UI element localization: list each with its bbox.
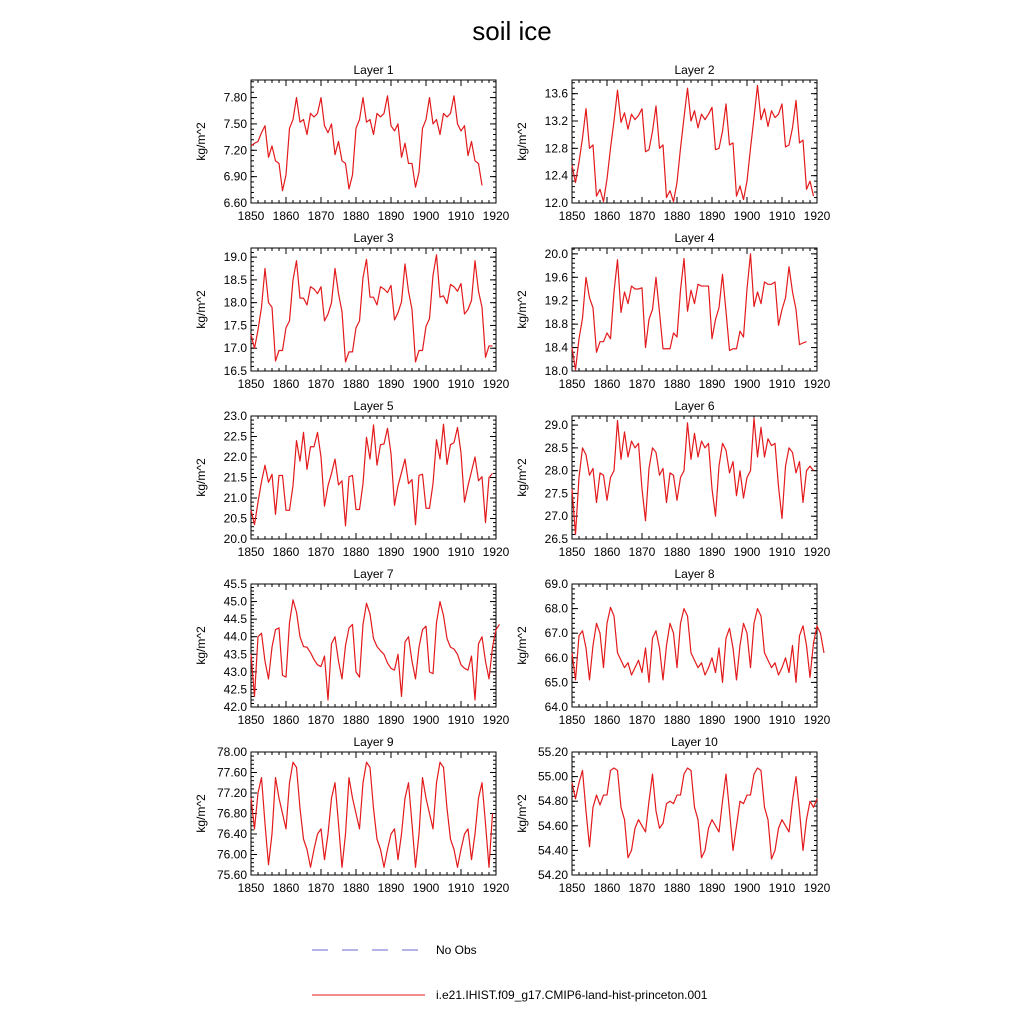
x-tick-label: 1870 — [307, 377, 335, 391]
y-tick-label: 76.40 — [216, 827, 247, 841]
panel-7 — [194, 567, 510, 727]
x-tick-label: 1900 — [733, 209, 761, 223]
series-line — [572, 254, 807, 370]
x-tick-label: 1870 — [307, 881, 335, 895]
y-tick-label: 21.0 — [223, 491, 247, 505]
x-tick-label: 1910 — [447, 377, 475, 391]
y-tick-label: 20.0 — [544, 246, 568, 261]
x-tick-label: 1910 — [768, 209, 796, 223]
y-tick-label: 12.0 — [544, 196, 568, 210]
x-tick-label: 1900 — [412, 545, 440, 559]
series-line — [572, 768, 817, 859]
series-line — [251, 96, 482, 191]
x-tick-label: 1910 — [447, 545, 475, 559]
x-tick-label: 1860 — [593, 545, 621, 559]
y-tick-label: 29.0 — [544, 418, 568, 433]
x-tick-label: 1900 — [412, 881, 440, 895]
y-axis-label: kg/m^2 — [194, 794, 208, 833]
x-tick-label: 1890 — [377, 713, 405, 727]
y-tick-label: 7.50 — [223, 116, 247, 131]
panel-10 — [515, 735, 831, 895]
figure-title: soil ice — [472, 16, 552, 46]
y-tick-label: 22.0 — [223, 450, 247, 464]
x-tick-label: 1910 — [447, 209, 475, 223]
x-tick-label: 1920 — [482, 881, 510, 895]
panel-title: Layer 2 — [674, 63, 715, 77]
x-tick-label: 1870 — [307, 209, 335, 223]
y-tick-label: 44.0 — [223, 629, 247, 644]
y-tick-label: 18.5 — [223, 272, 247, 287]
series-line — [251, 255, 493, 362]
x-tick-label: 1870 — [628, 209, 656, 223]
x-tick-label: 1850 — [558, 209, 586, 223]
y-tick-label: 28.0 — [544, 463, 568, 478]
x-tick-label: 1910 — [768, 545, 796, 559]
y-tick-label: 23.0 — [223, 409, 247, 423]
x-tick-label: 1880 — [663, 377, 691, 391]
y-tick-label: 64.0 — [544, 700, 568, 714]
panel-title: Layer 8 — [674, 567, 715, 581]
x-tick-label: 1910 — [447, 881, 475, 895]
y-tick-label: 78.00 — [216, 745, 247, 759]
x-tick-label: 1860 — [272, 209, 300, 223]
y-tick-label: 54.40 — [537, 843, 568, 858]
series-line — [572, 418, 814, 534]
y-tick-label: 45.5 — [223, 577, 247, 591]
x-tick-label: 1880 — [342, 209, 370, 223]
legend-no-obs-label: No Obs — [436, 943, 477, 957]
y-tick-label: 69.0 — [544, 577, 568, 591]
y-tick-label: 12.8 — [544, 141, 568, 156]
x-tick-label: 1870 — [628, 713, 656, 727]
y-axis-label: kg/m^2 — [194, 290, 208, 329]
y-tick-label: 43.5 — [223, 647, 247, 662]
y-tick-label: 21.5 — [223, 470, 247, 485]
panel-4 — [515, 231, 831, 391]
y-tick-label: 65.0 — [544, 675, 568, 690]
y-tick-label: 17.0 — [223, 341, 247, 356]
x-tick-label: 1880 — [342, 881, 370, 895]
x-tick-label: 1900 — [733, 881, 761, 895]
x-tick-label: 1890 — [698, 545, 726, 559]
plot-frame — [572, 80, 817, 203]
x-tick-label: 1880 — [663, 881, 691, 895]
series-line — [251, 600, 500, 700]
legend-model-label: i.e21.IHIST.f09_g17.CMIP6-land-hist-princeton.001 — [436, 988, 708, 1002]
y-axis-label: kg/m^2 — [515, 626, 529, 665]
x-tick-label: 1910 — [768, 377, 796, 391]
y-tick-label: 18.8 — [544, 317, 568, 332]
y-tick-label: 42.0 — [223, 700, 247, 714]
panel-5 — [194, 399, 510, 559]
y-tick-label: 7.80 — [223, 90, 247, 105]
y-axis-label: kg/m^2 — [515, 290, 529, 329]
y-tick-label: 55.20 — [537, 745, 568, 759]
y-tick-label: 27.5 — [544, 486, 568, 501]
x-tick-label: 1890 — [377, 881, 405, 895]
y-tick-label: 45.0 — [223, 594, 247, 609]
x-tick-label: 1920 — [803, 881, 831, 895]
y-tick-label: 28.5 — [544, 440, 568, 455]
y-tick-label: 13.2 — [544, 114, 568, 128]
plot-frame — [572, 248, 817, 371]
y-tick-label: 22.5 — [223, 429, 247, 444]
x-tick-label: 1910 — [447, 713, 475, 727]
x-tick-label: 1920 — [803, 713, 831, 727]
x-tick-label: 1890 — [377, 209, 405, 223]
panel-title: Layer 6 — [674, 399, 715, 413]
x-tick-label: 1880 — [663, 713, 691, 727]
plot-frame — [251, 80, 496, 203]
panel-title: Layer 1 — [353, 63, 394, 77]
y-axis-label: kg/m^2 — [194, 122, 208, 161]
y-axis-label: kg/m^2 — [515, 794, 529, 833]
panel-title: Layer 7 — [353, 567, 394, 581]
series-line — [251, 424, 493, 526]
x-tick-label: 1880 — [663, 545, 691, 559]
y-tick-label: 43.0 — [223, 664, 247, 679]
y-axis-label: kg/m^2 — [515, 458, 529, 497]
x-tick-label: 1900 — [733, 713, 761, 727]
x-tick-label: 1890 — [698, 377, 726, 391]
panel-title: Layer 10 — [671, 735, 718, 749]
y-axis-label: kg/m^2 — [515, 122, 529, 161]
legend — [312, 943, 708, 1002]
x-tick-label: 1920 — [803, 545, 831, 559]
x-tick-label: 1860 — [272, 713, 300, 727]
y-tick-label: 26.5 — [544, 532, 568, 546]
y-tick-label: 6.90 — [223, 169, 247, 184]
panel-title: Layer 9 — [353, 735, 394, 749]
y-tick-label: 54.80 — [537, 794, 568, 809]
x-tick-label: 1850 — [558, 545, 586, 559]
x-tick-label: 1890 — [698, 713, 726, 727]
x-tick-label: 1860 — [272, 545, 300, 559]
series-line — [572, 607, 824, 682]
x-tick-label: 1860 — [593, 377, 621, 391]
y-tick-label: 6.60 — [223, 196, 247, 210]
y-tick-label: 19.2 — [544, 293, 568, 308]
y-tick-label: 18.0 — [544, 364, 568, 378]
panel-8 — [515, 567, 831, 727]
y-tick-label: 16.5 — [223, 364, 247, 378]
plot-frame — [251, 248, 496, 371]
y-tick-label: 67.0 — [544, 626, 568, 641]
y-tick-label: 12.4 — [544, 168, 568, 183]
x-tick-label: 1880 — [342, 377, 370, 391]
x-tick-label: 1890 — [698, 881, 726, 895]
x-tick-label: 1900 — [733, 377, 761, 391]
y-tick-label: 77.60 — [216, 765, 247, 780]
y-tick-label: 77.20 — [216, 786, 247, 800]
panel-1 — [194, 63, 510, 223]
x-tick-label: 1880 — [342, 713, 370, 727]
panel-6 — [515, 399, 831, 559]
x-tick-label: 1880 — [342, 545, 370, 559]
y-tick-label: 42.5 — [223, 682, 247, 697]
y-tick-label: 66.0 — [544, 650, 568, 665]
y-tick-label: 17.5 — [223, 318, 247, 333]
x-tick-label: 1900 — [733, 545, 761, 559]
y-tick-label: 18.4 — [544, 340, 568, 355]
x-tick-label: 1850 — [237, 713, 265, 727]
x-tick-label: 1890 — [698, 209, 726, 223]
x-tick-label: 1870 — [628, 377, 656, 391]
x-tick-label: 1850 — [558, 377, 586, 391]
panel-9 — [194, 735, 510, 895]
plot-frame — [572, 584, 817, 707]
y-tick-label: 54.20 — [537, 868, 568, 882]
x-tick-label: 1920 — [482, 545, 510, 559]
plot-frame — [251, 416, 496, 539]
panel-title: Layer 4 — [674, 231, 715, 245]
y-tick-label: 75.60 — [216, 868, 247, 882]
x-tick-label: 1920 — [482, 209, 510, 223]
panel-title: Layer 5 — [353, 399, 394, 413]
x-tick-label: 1890 — [377, 545, 405, 559]
x-tick-label: 1900 — [412, 377, 440, 391]
series-line — [572, 85, 814, 201]
x-tick-label: 1850 — [237, 209, 265, 223]
x-tick-label: 1920 — [803, 377, 831, 391]
y-tick-label: 27.0 — [544, 509, 568, 524]
x-tick-label: 1860 — [272, 881, 300, 895]
x-tick-label: 1910 — [768, 713, 796, 727]
x-tick-label: 1870 — [307, 713, 335, 727]
x-tick-label: 1920 — [482, 377, 510, 391]
x-tick-label: 1860 — [593, 881, 621, 895]
x-tick-label: 1850 — [558, 881, 586, 895]
y-tick-label: 18.0 — [223, 295, 247, 310]
x-tick-label: 1850 — [237, 881, 265, 895]
y-tick-label: 44.5 — [223, 612, 247, 627]
x-tick-label: 1870 — [628, 545, 656, 559]
x-tick-label: 1910 — [768, 881, 796, 895]
x-tick-label: 1850 — [237, 545, 265, 559]
series-line — [251, 762, 493, 867]
y-tick-label: 19.6 — [544, 270, 568, 285]
x-tick-label: 1860 — [272, 377, 300, 391]
x-tick-label: 1870 — [307, 545, 335, 559]
panel-3 — [194, 231, 510, 391]
panel-2 — [515, 63, 831, 223]
y-tick-label: 20.0 — [223, 532, 247, 546]
x-tick-label: 1860 — [593, 209, 621, 223]
plot-frame — [572, 752, 817, 875]
x-tick-label: 1850 — [237, 377, 265, 391]
x-tick-label: 1870 — [628, 881, 656, 895]
y-tick-label: 76.80 — [216, 806, 247, 821]
y-axis-label: kg/m^2 — [194, 458, 208, 497]
x-tick-label: 1890 — [377, 377, 405, 391]
x-tick-label: 1900 — [412, 209, 440, 223]
x-tick-label: 1850 — [558, 713, 586, 727]
y-tick-label: 55.00 — [537, 769, 568, 784]
x-tick-label: 1880 — [663, 209, 691, 223]
y-tick-label: 76.00 — [216, 847, 247, 862]
y-tick-label: 7.20 — [223, 143, 247, 158]
y-tick-label: 19.0 — [223, 250, 247, 265]
y-tick-label: 54.60 — [537, 818, 568, 833]
x-tick-label: 1900 — [412, 713, 440, 727]
x-tick-label: 1920 — [803, 209, 831, 223]
y-tick-label: 13.6 — [544, 86, 568, 101]
x-tick-label: 1860 — [593, 713, 621, 727]
y-tick-label: 68.0 — [544, 601, 568, 616]
panel-title: Layer 3 — [353, 231, 394, 245]
y-axis-label: kg/m^2 — [194, 626, 208, 665]
x-tick-label: 1920 — [482, 713, 510, 727]
y-tick-label: 20.5 — [223, 511, 247, 526]
